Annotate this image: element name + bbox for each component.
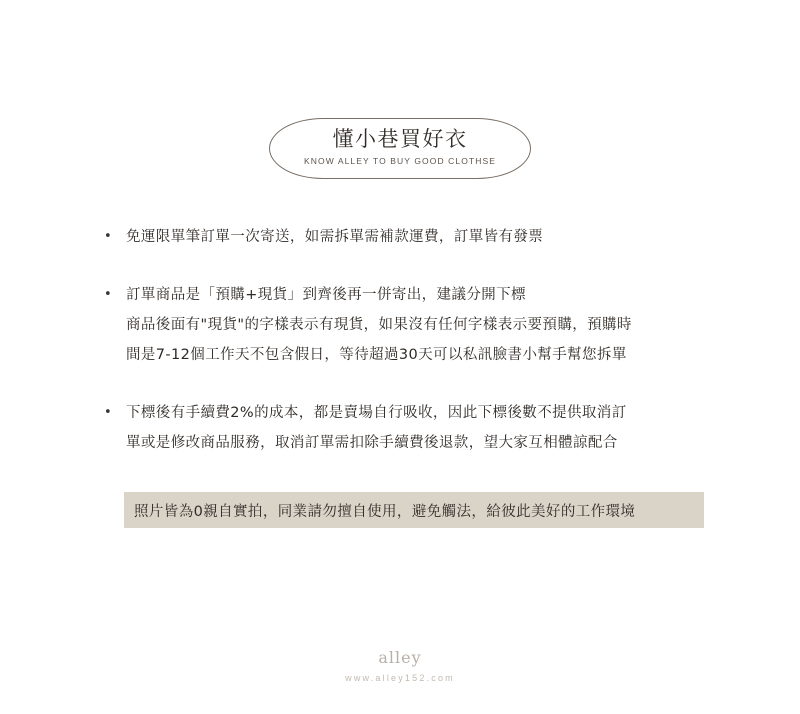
highlight-text: 照片皆為0親自實拍，同業請勿擅自使用，避免觸法，給彼此美好的工作環境 <box>134 503 636 520</box>
note-line: 下標後有手續費2%的成本，都是賣場自行吸收，因此下標後數不提供取消訂 <box>126 405 627 421</box>
list-item <box>104 280 704 370</box>
footer-brand: alley <box>378 648 422 667</box>
note-text <box>126 280 704 370</box>
highlight-banner <box>124 492 704 528</box>
note-line: 免運限單筆訂單一次寄送，如需拆單需補款運費，訂單皆有發票 <box>126 229 544 245</box>
logo-badge <box>269 118 531 179</box>
logo-main-text: 懂小巷買好衣 <box>332 127 468 151</box>
note-text <box>126 222 704 252</box>
footer-url: www.alley152.com <box>345 673 455 683</box>
note-line: 單或是修改商品服務，取消訂單需扣除手續費後退款，望大家互相體諒配合 <box>126 435 618 451</box>
note-line: 訂單商品是「預購+現貨」到齊後再一併寄出，建議分開下標 <box>126 287 526 303</box>
notes-list <box>104 222 704 486</box>
logo-sub-text: KNOW ALLEY TO BUY GOOD CLOTHSE <box>303 156 497 166</box>
logo-container <box>0 118 800 179</box>
list-item <box>104 398 704 458</box>
bullet-icon: • <box>104 287 112 302</box>
note-line: 間是7-12個工作天不包含假日，等待超過30天可以私訊臉書小幫手幫您拆單 <box>126 347 627 363</box>
list-item <box>104 222 704 252</box>
note-line: 商品後面有"現貨"的字樣表示有現貨，如果沒有任何字樣表示要預購，預購時 <box>126 317 632 333</box>
footer <box>0 648 800 683</box>
note-text <box>126 398 704 458</box>
bullet-icon: • <box>104 229 112 244</box>
bullet-icon: • <box>104 405 112 420</box>
